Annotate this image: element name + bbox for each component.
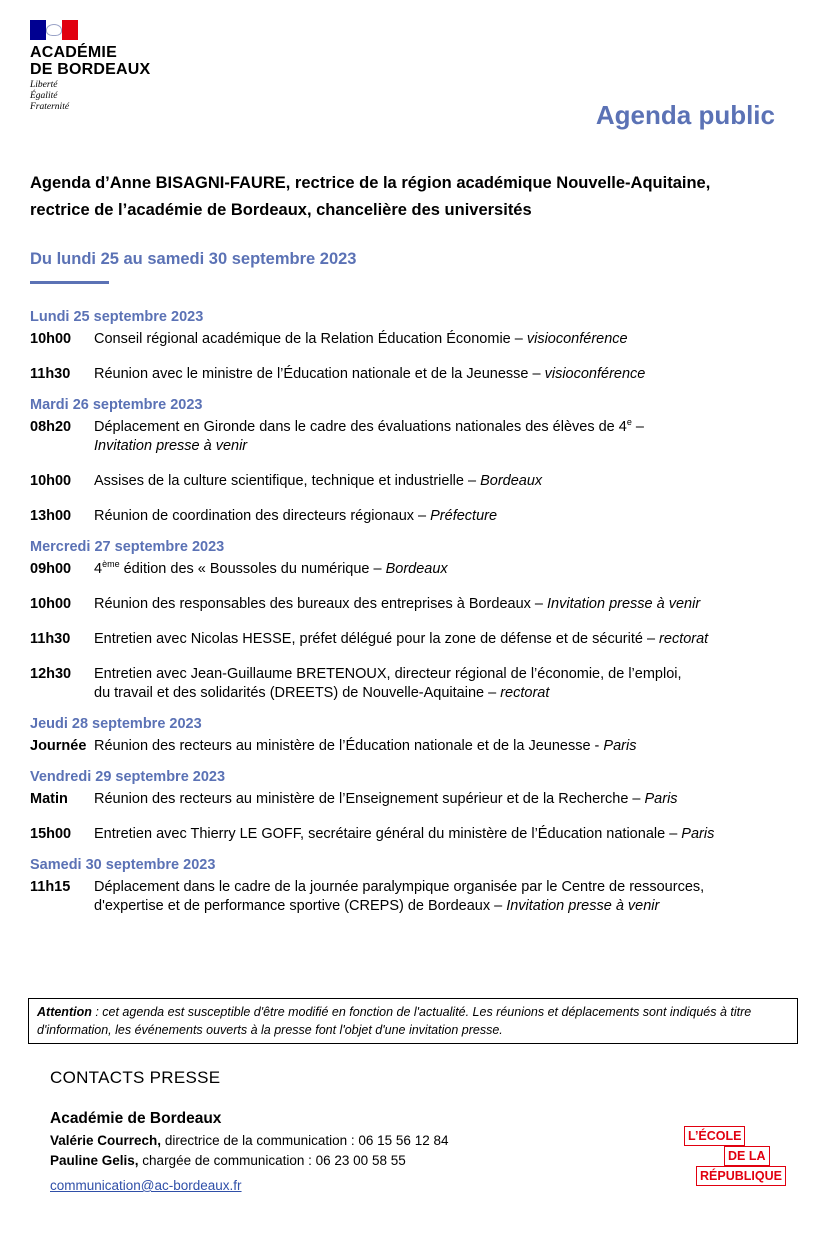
event-location: Invitation presse à venir — [547, 596, 701, 612]
event-description — [94, 560, 820, 579]
event-description — [94, 365, 820, 384]
contact-person — [50, 1153, 406, 1168]
devise-fraternite: Fraternité — [30, 102, 70, 112]
day-title: Mardi 26 septembre 2023 — [30, 397, 203, 413]
event-location: Préfecture — [430, 508, 498, 524]
event-description — [94, 330, 820, 349]
devise — [30, 80, 180, 113]
devise-egalite: Égalité — [30, 91, 58, 101]
event-location: visioconférence — [526, 331, 628, 347]
event-text: Réunion des responsables des bureaux des entreprises à Bordeaux – — [94, 596, 548, 612]
period-title: Du lundi 25 au samedi 30 septembre 2023 — [30, 250, 357, 268]
event-text: Entretien avec Nicolas HESSE, préfet délégué pour la zone de défense et de sécurité – — [94, 631, 660, 647]
event-location: Invitation presse à venir — [94, 438, 248, 454]
contact-name: Valérie Courrech, — [50, 1133, 162, 1148]
ecole-logo-line: RÉPUBLIQUE — [696, 1166, 786, 1186]
event-location: Bordeaux — [480, 473, 543, 489]
event-superscript: e — [626, 417, 632, 428]
event-location: Invitation presse à venir — [506, 898, 660, 914]
event-text-line2: du travail et des solidarités (DREETS) de Nouvelle-Aquitaine – — [94, 685, 501, 701]
agenda-event — [30, 825, 820, 844]
event-text-before: 4 — [94, 561, 103, 577]
event-second-line — [94, 437, 820, 456]
event-second-line — [94, 897, 820, 916]
notice-text: : cet agenda est susceptible d'être modifié en fonction de l'actualité. Les réunions et déplacements sont indiqués à titre d'information, les événements ouverts à la presse font l'objet d'une invitation presse. — [37, 1005, 752, 1037]
event-text: Réunion de coordination des directeurs régionaux – — [94, 508, 431, 524]
agenda-event — [30, 507, 820, 526]
event-description — [94, 665, 820, 703]
event-description — [94, 737, 820, 756]
event-time: 10h00 — [30, 596, 72, 612]
agenda-event — [30, 418, 820, 456]
event-description — [94, 507, 820, 526]
contact-name: Pauline Gelis, — [50, 1153, 139, 1168]
contact-role: chargée de communication : 06 23 00 58 55 — [138, 1153, 406, 1168]
logo-line2: DE BORDEAUX — [30, 61, 151, 78]
event-time: 11h30 — [30, 366, 71, 382]
event-superscript: ème — [102, 559, 120, 570]
contacts-title: CONTACTS PRESSE — [50, 1068, 221, 1087]
day-title: Lundi 25 septembre 2023 — [30, 309, 204, 325]
agenda-day — [30, 538, 820, 703]
event-time: 12h30 — [30, 666, 72, 682]
event-time: 10h00 — [30, 473, 72, 489]
agenda-event — [30, 595, 820, 614]
event-description — [94, 595, 820, 614]
event-time: Journée — [30, 738, 87, 754]
event-time: Matin — [30, 791, 68, 807]
event-text-after: – — [631, 419, 644, 435]
agenda-event — [30, 630, 820, 649]
agenda-event — [30, 330, 820, 349]
ecole-logo-line: DE LA — [724, 1146, 770, 1166]
agenda-days — [30, 308, 820, 928]
event-text: Réunion avec le ministre de l’Éducation nationale et de la Jeunesse – — [94, 366, 545, 382]
event-text: Entretien avec Jean-Guillaume BRETENOUX, directeur régional de l’économie, de l’emploi, — [94, 666, 682, 682]
event-description — [94, 825, 820, 844]
ecole-logo-line: L’ÉCOLE — [684, 1126, 745, 1146]
day-title: Samedi 30 septembre 2023 — [30, 857, 216, 873]
event-second-line — [94, 684, 820, 703]
event-time: 15h00 — [30, 826, 72, 842]
event-description — [94, 878, 820, 916]
notice-label: Attention — [37, 1005, 92, 1019]
event-location: Bordeaux — [385, 561, 448, 577]
academie-logo — [30, 20, 180, 113]
day-title: Jeudi 28 septembre 2023 — [30, 716, 202, 732]
event-time: 13h00 — [30, 508, 72, 524]
event-text: Assises de la culture scientifique, technique et industrielle – — [94, 473, 481, 489]
event-description — [94, 472, 820, 491]
agenda-event — [30, 878, 820, 916]
agenda-day — [30, 308, 820, 384]
event-time: 08h20 — [30, 419, 72, 435]
event-text: édition des « Boussoles du numérique – — [119, 561, 386, 577]
agenda-day — [30, 856, 820, 916]
event-location: rectorat — [659, 631, 709, 647]
notice-box — [28, 998, 798, 1044]
event-text: Déplacement en Gironde dans le cadre des évaluations nationales des élèves de 4 — [94, 419, 627, 435]
contact-email-link[interactable]: communication@ac-bordeaux.fr — [50, 1178, 242, 1193]
page-title: Agenda public — [595, 100, 775, 130]
agenda-event — [30, 665, 820, 703]
event-text: Réunion des recteurs au ministère de l’Enseignement supérieur et de la Recherche – — [94, 791, 645, 807]
agenda-event — [30, 790, 820, 809]
agenda-day — [30, 396, 820, 526]
event-description — [94, 630, 820, 649]
event-description — [94, 790, 820, 809]
event-text: Conseil régional académique de la Relation Éducation Économie – — [94, 331, 527, 347]
event-time: 11h30 — [30, 631, 71, 647]
contact-person — [50, 1133, 448, 1148]
agenda-event — [30, 472, 820, 491]
event-time: 11h15 — [30, 879, 71, 895]
devise-liberte: Liberté — [30, 80, 58, 90]
event-text: Réunion des recteurs au ministère de l’Éducation nationale et de la Jeunesse - — [94, 738, 604, 754]
event-location: rectorat — [500, 685, 550, 701]
event-time: 09h00 — [30, 561, 72, 577]
agenda-day — [30, 715, 820, 756]
contact-role: directrice de la communication : 06 15 56 12 84 — [161, 1133, 449, 1148]
event-text: Déplacement dans le cadre de la journée paralympique organisée par le Centre de ressources, — [94, 879, 705, 895]
event-description — [94, 418, 820, 456]
agenda-event — [30, 560, 820, 579]
period-underline — [30, 281, 109, 284]
marianne-flag-icon — [30, 20, 78, 40]
event-location: visioconférence — [544, 366, 646, 382]
day-title: Vendredi 29 septembre 2023 — [30, 769, 226, 785]
contacts-org: Académie de Bordeaux — [50, 1110, 222, 1127]
event-location: Paris — [644, 791, 678, 807]
agenda-event — [30, 737, 820, 756]
agenda-event — [30, 365, 820, 384]
agenda-heading: Agenda d’Anne BISAGNI-FAURE, rectrice de la région académique Nouvelle-Aquitaine, rectrice de l’académie de Bordeaux, chancelière des universités — [30, 174, 711, 219]
agenda-day — [30, 768, 820, 844]
event-text: Entretien avec Thierry LE GOFF, secrétaire général du ministère de l’Éducation nationale – — [94, 826, 682, 842]
event-location: Paris — [603, 738, 637, 754]
event-text-line2: d'expertise et de performance sportive (CREPS) de Bordeaux – — [94, 898, 507, 914]
event-time: 10h00 — [30, 331, 72, 347]
day-title: Mercredi 27 septembre 2023 — [30, 539, 225, 555]
logo-line1: ACADÉMIE — [30, 44, 117, 61]
event-location: Paris — [681, 826, 715, 842]
